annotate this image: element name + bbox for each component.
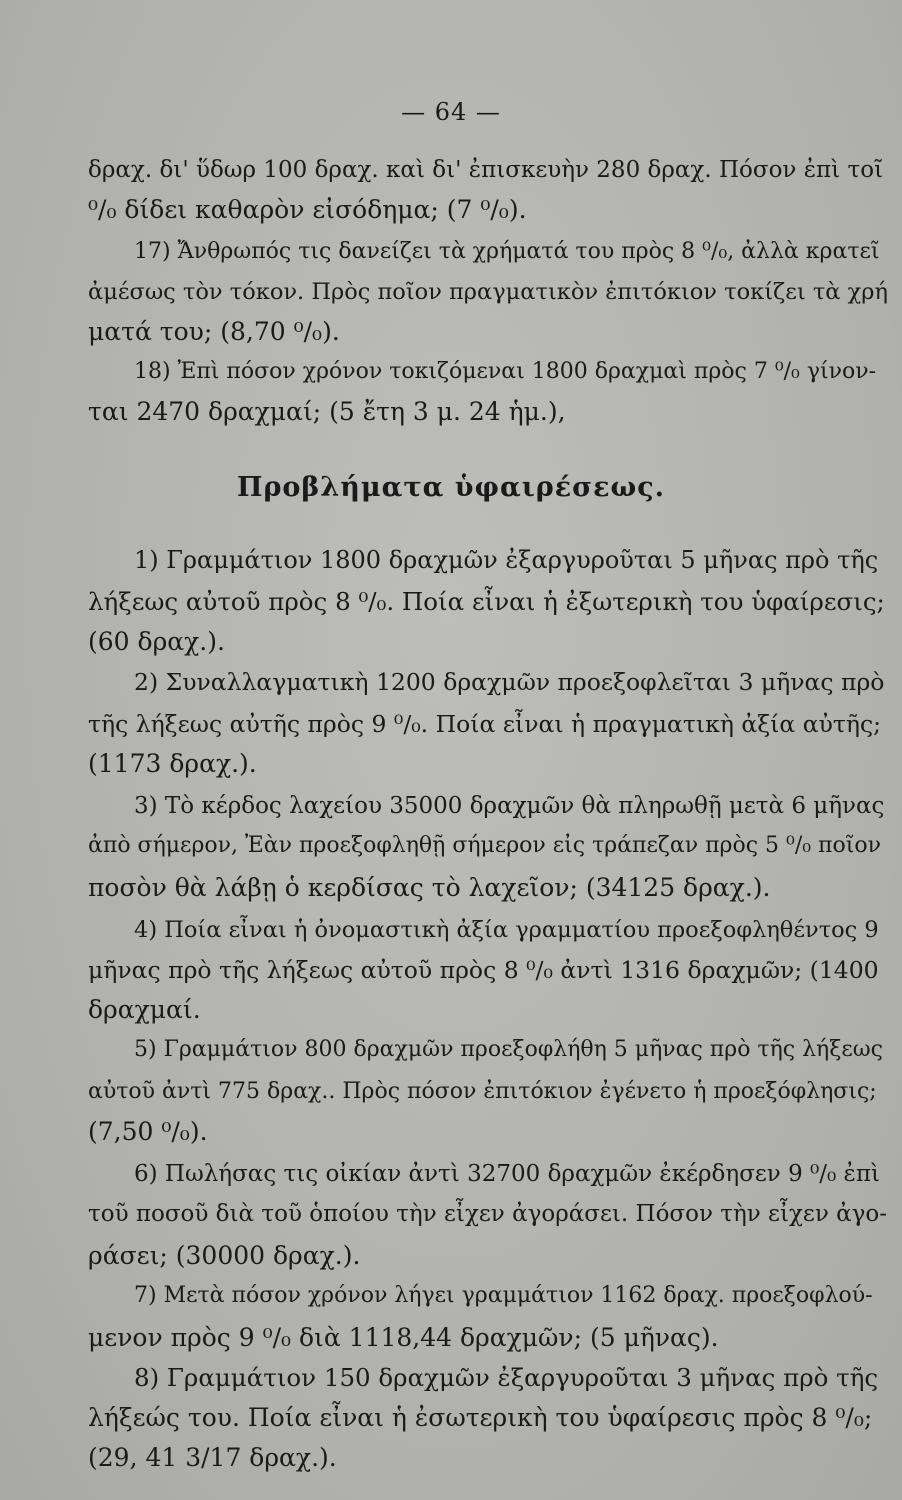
text-line: λήξεώς του. Ποία εἶναι ἡ ἐσωτερικὴ του ὑφαίρεσις πρὸς 8 ⁰/₀; — [88, 1403, 873, 1432]
text-line: λήξεως αὐτοῦ πρὸς 8 ⁰/₀. Ποία εἶναι ἡ ἐξωτερικὴ του ὑφαίρεσις; — [88, 587, 885, 616]
text-line: (29, 41 3/17 δραχ.). — [88, 1443, 337, 1472]
text-line: ⁰/₀ δίδει καθαρὸν εἰσόδημα; (7 ⁰/₀). — [88, 195, 527, 224]
text-line: μῆνας πρὸ τῆς λήξεως αὐτοῦ πρὸς 8 ⁰/₀ ἀντὶ 1316 δραχμῶν; (1400 — [88, 956, 879, 984]
text-line: 17) Ἄνθρωπός τις δανείζει τὰ χρήματά του πρὸς 8 ⁰/₀, ἀλλὰ κρατεῖ — [134, 239, 880, 264]
text-line: ματά του; (8,70 ⁰/₀). — [88, 317, 340, 346]
text-line: αὐτοῦ ἀντὶ 775 δραχ.. Πρὸς πόσον ἐπιτόκιον ἐγένετο ἡ προεξόφλησις; — [88, 1079, 877, 1104]
text-line: (60 δραχ.). — [88, 627, 225, 656]
text-line: τῆς λήξεως αὐτῆς πρὸς 9 ⁰/₀. Ποία εἶναι ἡ πραγματικὴ ἀξία αὐτῆς; — [88, 710, 882, 738]
text-line: 4) Ποία εἶναι ἡ ὀνομαστικὴ ἀξία γραμματίου προεξοφληθέντος 9 — [134, 917, 879, 943]
text-line: (1173 δραχ.). — [88, 749, 257, 778]
text-line: δραχμαί. — [88, 995, 201, 1024]
section-heading: Προβλήματα ὑφαιρέσεως. — [236, 472, 666, 503]
text-line: μενον πρὸς 9 ⁰/₀ διὰ 1118,44 δραχμῶν; (5 μῆνας). — [88, 1323, 719, 1352]
text-line: ποσὸν θὰ λάβῃ ὁ κερδίσας τὸ λαχεῖον; (34125 δραχ.). — [88, 873, 771, 902]
text-line: ἀπὸ σήμερον, Ἐὰν προεξοφληθῇ σήμερον εἰς τράπεζαν πρὸς 5 ⁰/₀ ποῖον — [88, 833, 881, 858]
text-line: 6) Πωλήσας τις οἰκίαν ἀντὶ 32700 δραχμῶν ἐκέρδησεν 9 ⁰/₀ ἐπὶ — [134, 1161, 881, 1187]
text-line: τοῦ ποσοῦ διὰ τοῦ ὁποίου τὴν εἶχεν ἀγοράσει. Πόσον τὴν εἶχεν ἀγο- — [88, 1201, 888, 1227]
text-line: 8) Γραμμάτιον 150 δραχμῶν ἐξαργυροῦται 3 μῆνας πρὸ τῆς — [134, 1363, 879, 1392]
text-line: 1) Γραμμάτιον 1800 δραχμῶν ἐξαργυροῦται 5 μῆνας πρὸ τῆς — [134, 546, 879, 574]
page-number: — 64 — — [401, 98, 501, 126]
text-line: δραχ. δι' ὕδωρ 100 δραχ. καὶ δι' ἐπισκευὴν 280 δραχ. Πόσον ἐπὶ τοῖ — [88, 157, 884, 183]
text-line: ἀμέσως τὸν τόκον. Πρὸς ποῖον πραγματικὸν ἐπιτόκιον τοκίζει τὰ χρή — [88, 279, 888, 305]
text-line: 7) Μετὰ πόσον χρόνον λήγει γραμμάτιον 1162 δραχ. προεξοφλού- — [134, 1283, 873, 1308]
text-line: ται 2470 δραχμαί; (5 ἔτη 3 μ. 24 ἡμ.), — [88, 397, 566, 426]
text-line: 2) Συναλλαγματικὴ 1200 δραχμῶν προεξοφλεῖται 3 μῆνας πρὸ — [134, 668, 885, 696]
text-line: ράσει; (30000 δραχ.). — [88, 1241, 361, 1270]
text-line: 18) Ἐπὶ πόσον χρόνον τοκιζόμεναι 1800 δραχμαὶ πρὸς 7 ⁰/₀ γίνον- — [134, 359, 877, 384]
text-line: (7,50 ⁰/₀). — [88, 1117, 208, 1146]
text-line: 3) Τὸ κέρδος λαχείου 35000 δραχμῶν θὰ πληρωθῇ μετὰ 6 μῆνας — [134, 793, 885, 819]
text-line: 5) Γραμμάτιον 800 δραχμῶν προεξοφλήθη 5 μῆνας πρὸ τῆς λήξεως — [134, 1037, 883, 1062]
